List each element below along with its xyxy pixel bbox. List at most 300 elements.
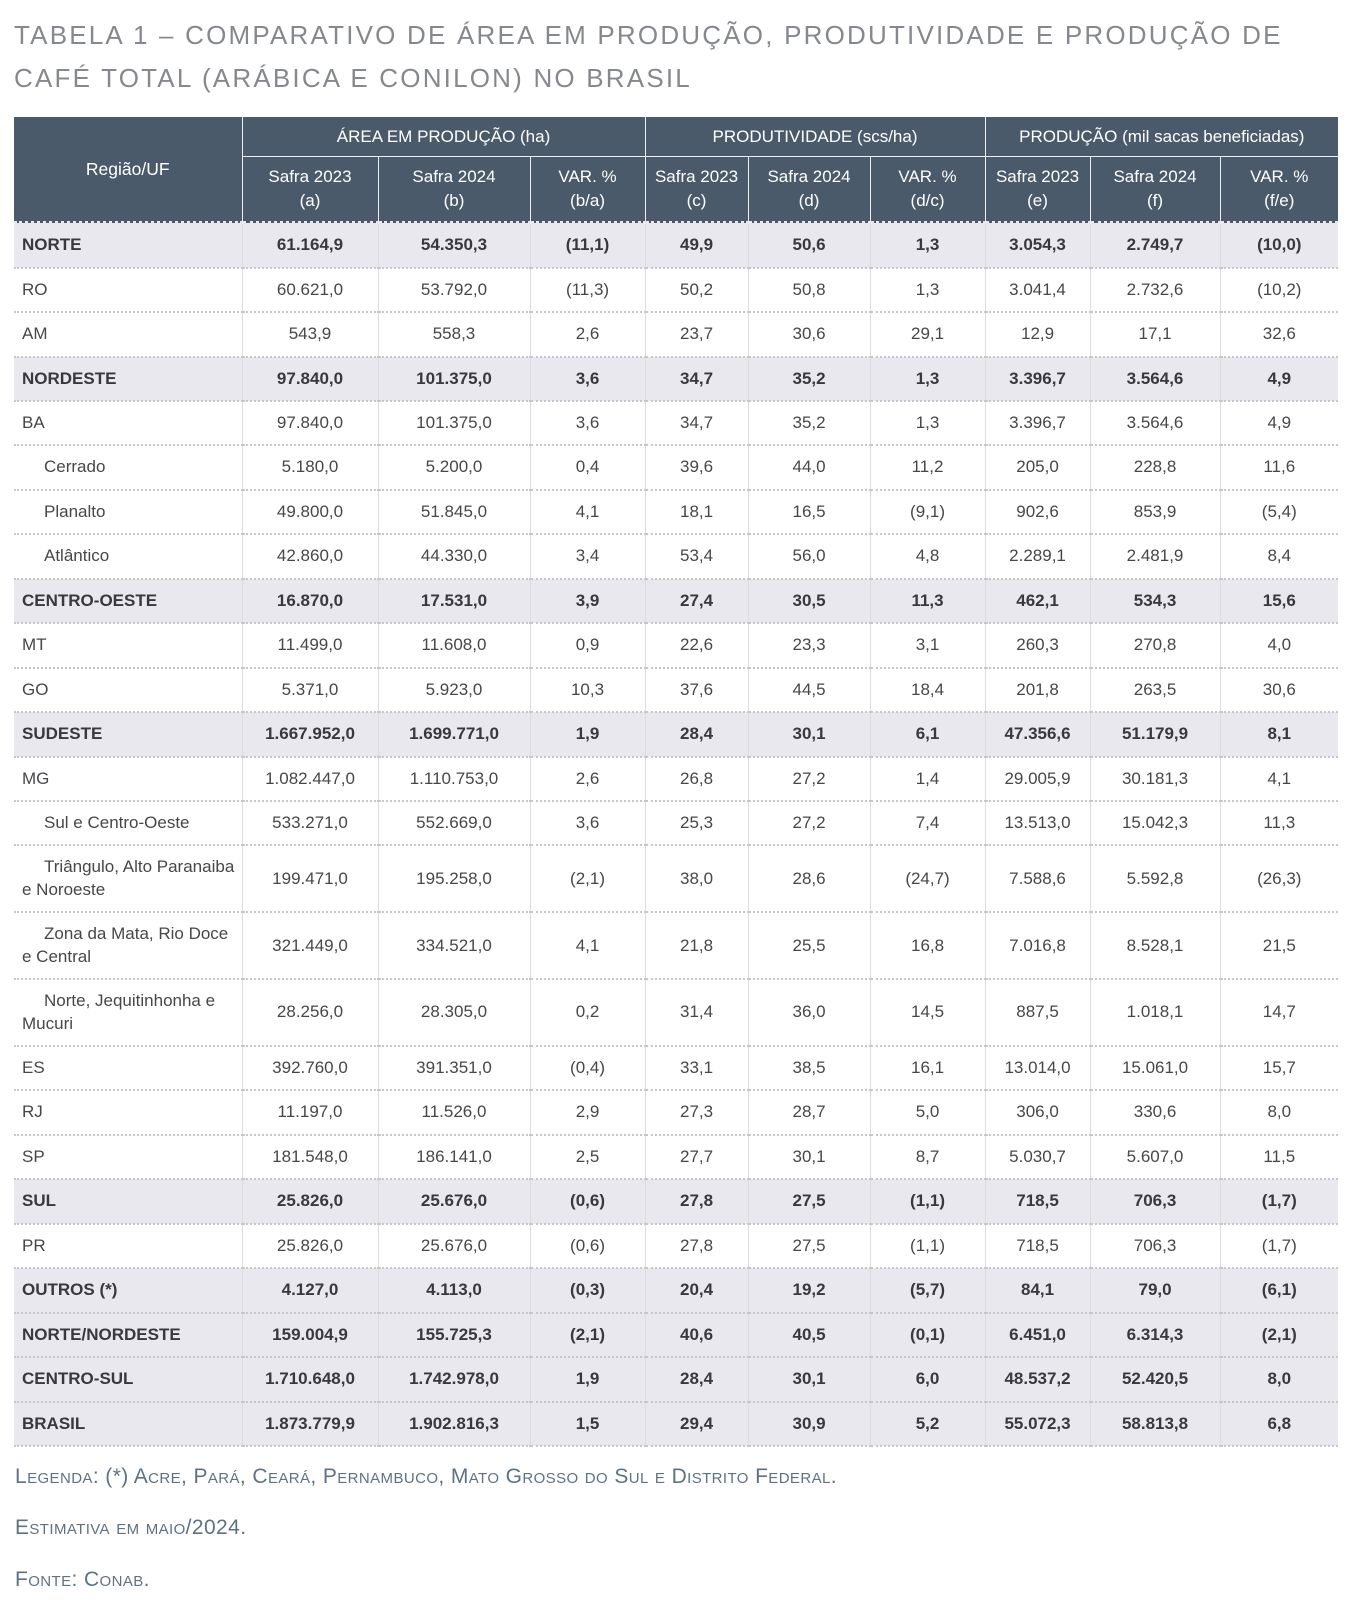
- value-cell: 1,5: [530, 1402, 645, 1446]
- value-cell: 40,6: [645, 1313, 748, 1357]
- value-cell: 1.902.816,3: [378, 1402, 530, 1446]
- value-cell: 6,0: [870, 1357, 985, 1401]
- value-cell: (1,7): [1220, 1179, 1338, 1223]
- value-cell: 34,7: [645, 357, 748, 401]
- value-cell: 4,1: [530, 490, 645, 534]
- value-cell: 181.548,0: [242, 1135, 378, 1179]
- value-cell: 32,6: [1220, 312, 1338, 356]
- subcolumn-header: [1090, 157, 1220, 223]
- value-cell: 25,3: [645, 801, 748, 845]
- value-cell: 902,6: [985, 490, 1090, 534]
- value-cell: 11,3: [870, 579, 985, 623]
- value-cell: 29.005,9: [985, 757, 1090, 801]
- subcolumn-header-line1: Safra 2023: [995, 167, 1080, 187]
- value-cell: 18,1: [645, 490, 748, 534]
- table-row: [14, 668, 1338, 712]
- value-cell: 228,8: [1090, 445, 1220, 489]
- value-cell: 3,9: [530, 579, 645, 623]
- table-row: [14, 357, 1338, 401]
- subcolumn-header-line2: (b/a): [570, 191, 605, 211]
- table-row: [14, 223, 1338, 268]
- value-cell: 5.200,0: [378, 445, 530, 489]
- value-cell: 7.016,8: [985, 912, 1090, 979]
- value-cell: 38,5: [748, 1046, 870, 1090]
- value-cell: 18,4: [870, 668, 985, 712]
- value-cell: 3.041,4: [985, 268, 1090, 312]
- value-cell: 48.537,2: [985, 1357, 1090, 1401]
- value-cell: 1.110.753,0: [378, 757, 530, 801]
- value-cell: 36,0: [748, 979, 870, 1046]
- value-cell: 25,5: [748, 912, 870, 979]
- value-cell: 706,3: [1090, 1179, 1220, 1223]
- value-cell: 49,9: [645, 223, 748, 268]
- value-cell: 56,0: [748, 534, 870, 578]
- value-cell: 3.564,6: [1090, 401, 1220, 445]
- value-cell: 51.179,9: [1090, 712, 1220, 756]
- value-cell: 1.742.978,0: [378, 1357, 530, 1401]
- value-cell: 7,4: [870, 801, 985, 845]
- table-row: [14, 312, 1338, 356]
- value-cell: 27,5: [748, 1179, 870, 1223]
- value-cell: 0,2: [530, 979, 645, 1046]
- value-cell: 11.608,0: [378, 623, 530, 667]
- value-cell: 4,9: [1220, 401, 1338, 445]
- value-cell: 1.699.771,0: [378, 712, 530, 756]
- value-cell: 23,3: [748, 623, 870, 667]
- region-label: Norte, Jequitinhonha e Mucuri: [14, 979, 242, 1046]
- value-cell: 334.521,0: [378, 912, 530, 979]
- estimate-note: Estimativa em maio/2024.: [15, 1516, 247, 1540]
- column-header-region: Região/UF: [14, 117, 242, 223]
- value-cell: 27,3: [645, 1090, 748, 1134]
- region-label: Planalto: [14, 490, 242, 534]
- value-cell: (2,1): [530, 1313, 645, 1357]
- value-cell: (6,1): [1220, 1268, 1338, 1312]
- value-cell: 28.256,0: [242, 979, 378, 1046]
- value-cell: 558,3: [378, 312, 530, 356]
- subcolumn-header: [530, 157, 645, 223]
- value-cell: 534,3: [1090, 579, 1220, 623]
- region-label: SUDESTE: [14, 712, 242, 756]
- table-row: [14, 579, 1338, 623]
- value-cell: 16,5: [748, 490, 870, 534]
- value-cell: 101.375,0: [378, 357, 530, 401]
- table-row: [14, 912, 1338, 979]
- value-cell: 30,1: [748, 1135, 870, 1179]
- value-cell: 4,8: [870, 534, 985, 578]
- value-cell: 11,5: [1220, 1135, 1338, 1179]
- value-cell: 97.840,0: [242, 357, 378, 401]
- value-cell: 26,8: [645, 757, 748, 801]
- value-cell: 61.164,9: [242, 223, 378, 268]
- value-cell: 155.725,3: [378, 1313, 530, 1357]
- table-row: [14, 1313, 1338, 1357]
- value-cell: 30,9: [748, 1402, 870, 1446]
- table-row: [14, 1090, 1338, 1134]
- region-label: ES: [14, 1046, 242, 1090]
- value-cell: 28,7: [748, 1090, 870, 1134]
- value-cell: 97.840,0: [242, 401, 378, 445]
- value-cell: 543,9: [242, 312, 378, 356]
- value-cell: (1,1): [870, 1179, 985, 1223]
- region-label: BRASIL: [14, 1402, 242, 1446]
- value-cell: (10,2): [1220, 268, 1338, 312]
- value-cell: 7.588,6: [985, 845, 1090, 912]
- table-row: [14, 268, 1338, 312]
- subcolumn-header-line1: VAR. %: [558, 167, 617, 187]
- value-cell: (9,1): [870, 490, 985, 534]
- value-cell: 54.350,3: [378, 223, 530, 268]
- value-cell: 28,4: [645, 1357, 748, 1401]
- table-row: [14, 1268, 1338, 1312]
- subcolumn-header-line2: (b): [443, 191, 465, 211]
- value-cell: 718,5: [985, 1179, 1090, 1223]
- value-cell: 195.258,0: [378, 845, 530, 912]
- value-cell: 27,4: [645, 579, 748, 623]
- table-row: [14, 1179, 1338, 1223]
- table-header: [14, 117, 1338, 223]
- value-cell: 1.018,1: [1090, 979, 1220, 1046]
- value-cell: 5.371,0: [242, 668, 378, 712]
- value-cell: 11,2: [870, 445, 985, 489]
- value-cell: 30,6: [1220, 668, 1338, 712]
- value-cell: 15,6: [1220, 579, 1338, 623]
- value-cell: 3.396,7: [985, 401, 1090, 445]
- subcolumn-header-line1: Safra 2024: [767, 167, 851, 187]
- region-label: BA: [14, 401, 242, 445]
- value-cell: 14,5: [870, 979, 985, 1046]
- value-cell: 27,7: [645, 1135, 748, 1179]
- value-cell: 60.621,0: [242, 268, 378, 312]
- region-label: Sul e Centro-Oeste: [14, 801, 242, 845]
- value-cell: 4,1: [530, 912, 645, 979]
- value-cell: 25.826,0: [242, 1224, 378, 1268]
- value-cell: 2,5: [530, 1135, 645, 1179]
- value-cell: 270,8: [1090, 623, 1220, 667]
- subcolumn-header: [242, 157, 378, 223]
- value-cell: 1,9: [530, 1357, 645, 1401]
- value-cell: 3.054,3: [985, 223, 1090, 268]
- region-label: Triângulo, Alto Paranaiba e Noroeste: [14, 845, 242, 912]
- value-cell: 27,5: [748, 1224, 870, 1268]
- table-row: [14, 445, 1338, 489]
- value-cell: (0,6): [530, 1179, 645, 1223]
- value-cell: 55.072,3: [985, 1402, 1090, 1446]
- subcolumn-header-line2: (d/c): [910, 191, 945, 211]
- table-title: TABELA 1 – COMPARATIVO DE ÁREA EM PRODUÇÃO, PRODUTIVIDADE E PRODUÇÃO DE CAFÉ TOTAL (ARÁBICA E CONILON) NO BRASIL: [14, 20, 1283, 93]
- value-cell: 25.826,0: [242, 1179, 378, 1223]
- value-cell: 3,6: [530, 401, 645, 445]
- value-cell: 718,5: [985, 1224, 1090, 1268]
- region-label: MG: [14, 757, 242, 801]
- value-cell: 52.420,5: [1090, 1357, 1220, 1401]
- value-cell: 1,3: [870, 401, 985, 445]
- value-cell: 205,0: [985, 445, 1090, 489]
- value-cell: 0,9: [530, 623, 645, 667]
- region-label: Atlântico: [14, 534, 242, 578]
- value-cell: 6,1: [870, 712, 985, 756]
- value-cell: 8,4: [1220, 534, 1338, 578]
- value-cell: 392.760,0: [242, 1046, 378, 1090]
- value-cell: 462,1: [985, 579, 1090, 623]
- table-row: [14, 1224, 1338, 1268]
- value-cell: (0,1): [870, 1313, 985, 1357]
- value-cell: 28,4: [645, 712, 748, 756]
- value-cell: 1,4: [870, 757, 985, 801]
- value-cell: 42.860,0: [242, 534, 378, 578]
- value-cell: 330,6: [1090, 1090, 1220, 1134]
- value-cell: 37,6: [645, 668, 748, 712]
- table-row: [14, 401, 1338, 445]
- value-cell: 27,8: [645, 1224, 748, 1268]
- value-cell: 8,7: [870, 1135, 985, 1179]
- region-label: RJ: [14, 1090, 242, 1134]
- table-row: [14, 1046, 1338, 1090]
- value-cell: 391.351,0: [378, 1046, 530, 1090]
- subcolumn-header: [748, 157, 870, 223]
- region-label: MT: [14, 623, 242, 667]
- value-cell: 27,8: [645, 1179, 748, 1223]
- value-cell: 39,6: [645, 445, 748, 489]
- value-cell: 51.845,0: [378, 490, 530, 534]
- value-cell: 2.732,6: [1090, 268, 1220, 312]
- value-cell: (2,1): [1220, 1313, 1338, 1357]
- value-cell: 30,1: [748, 1357, 870, 1401]
- value-cell: 263,5: [1090, 668, 1220, 712]
- value-cell: 2.289,1: [985, 534, 1090, 578]
- value-cell: 3,4: [530, 534, 645, 578]
- value-cell: 13.014,0: [985, 1046, 1090, 1090]
- subcolumn-header-line2: (c): [686, 191, 707, 211]
- value-cell: 8,0: [1220, 1090, 1338, 1134]
- table-row: [14, 845, 1338, 912]
- value-cell: 30,1: [748, 712, 870, 756]
- value-cell: 8.528,1: [1090, 912, 1220, 979]
- value-cell: (5,7): [870, 1268, 985, 1312]
- value-cell: (1,1): [870, 1224, 985, 1268]
- subcolumn-header-line1: Safra 2024: [412, 167, 496, 187]
- value-cell: 2,9: [530, 1090, 645, 1134]
- subcolumn-header-line1: VAR. %: [1250, 167, 1309, 187]
- value-cell: 15.042,3: [1090, 801, 1220, 845]
- group-header-producao: PRODUÇÃO (mil sacas beneficiadas): [985, 117, 1338, 157]
- value-cell: 533.271,0: [242, 801, 378, 845]
- value-cell: (0,3): [530, 1268, 645, 1312]
- table-row: [14, 490, 1338, 534]
- value-cell: 6.314,3: [1090, 1313, 1220, 1357]
- value-cell: 25.676,0: [378, 1224, 530, 1268]
- value-cell: 4.113,0: [378, 1268, 530, 1312]
- value-cell: 79,0: [1090, 1268, 1220, 1312]
- value-cell: 11,3: [1220, 801, 1338, 845]
- subcolumn-header-line2: (d): [798, 191, 820, 211]
- value-cell: (0,6): [530, 1224, 645, 1268]
- value-cell: 887,5: [985, 979, 1090, 1046]
- value-cell: 552.669,0: [378, 801, 530, 845]
- value-cell: 2.749,7: [1090, 223, 1220, 268]
- value-cell: 306,0: [985, 1090, 1090, 1134]
- value-cell: 2.481,9: [1090, 534, 1220, 578]
- value-cell: 1,3: [870, 223, 985, 268]
- value-cell: 1.873.779,9: [242, 1402, 378, 1446]
- region-label: NORTE: [14, 223, 242, 268]
- value-cell: 15.061,0: [1090, 1046, 1220, 1090]
- value-cell: 53.792,0: [378, 268, 530, 312]
- value-cell: 17,1: [1090, 312, 1220, 356]
- value-cell: 1,3: [870, 268, 985, 312]
- value-cell: 0,4: [530, 445, 645, 489]
- subcolumn-header: [645, 157, 748, 223]
- value-cell: (24,7): [870, 845, 985, 912]
- source-note: Fonte: Conab.: [15, 1567, 150, 1591]
- value-cell: 201,8: [985, 668, 1090, 712]
- value-cell: 31,4: [645, 979, 748, 1046]
- group-header-area: ÁREA EM PRODUÇÃO (ha): [242, 117, 645, 157]
- table-row: [14, 757, 1338, 801]
- value-cell: 58.813,8: [1090, 1402, 1220, 1446]
- table-row: [14, 623, 1338, 667]
- value-cell: 15,7: [1220, 1046, 1338, 1090]
- value-cell: 19,2: [748, 1268, 870, 1312]
- region-label: SP: [14, 1135, 242, 1179]
- value-cell: (0,4): [530, 1046, 645, 1090]
- value-cell: 11.499,0: [242, 623, 378, 667]
- value-cell: 35,2: [748, 357, 870, 401]
- value-cell: 50,8: [748, 268, 870, 312]
- value-cell: 11,6: [1220, 445, 1338, 489]
- value-cell: (1,7): [1220, 1224, 1338, 1268]
- group-header-produtividade: PRODUTIVIDADE (scs/ha): [645, 117, 985, 157]
- region-label: GO: [14, 668, 242, 712]
- value-cell: 50,6: [748, 223, 870, 268]
- value-cell: 186.141,0: [378, 1135, 530, 1179]
- value-cell: 30.181,3: [1090, 757, 1220, 801]
- value-cell: 1,3: [870, 357, 985, 401]
- value-cell: 33,1: [645, 1046, 748, 1090]
- value-cell: 49.800,0: [242, 490, 378, 534]
- value-cell: 5.607,0: [1090, 1135, 1220, 1179]
- value-cell: 30,6: [748, 312, 870, 356]
- value-cell: 22,6: [645, 623, 748, 667]
- value-cell: 29,4: [645, 1402, 748, 1446]
- value-cell: (26,3): [1220, 845, 1338, 912]
- value-cell: 40,5: [748, 1313, 870, 1357]
- value-cell: 5,2: [870, 1402, 985, 1446]
- value-cell: 1,9: [530, 712, 645, 756]
- value-cell: 21,5: [1220, 912, 1338, 979]
- value-cell: 30,5: [748, 579, 870, 623]
- value-cell: 11.526,0: [378, 1090, 530, 1134]
- value-cell: 853,9: [1090, 490, 1220, 534]
- value-cell: 27,2: [748, 757, 870, 801]
- table-row: [14, 979, 1338, 1046]
- value-cell: 1.082.447,0: [242, 757, 378, 801]
- value-cell: 12,9: [985, 312, 1090, 356]
- subcolumn-header-line2: (e): [1027, 191, 1048, 211]
- value-cell: 3.396,7: [985, 357, 1090, 401]
- value-cell: (5,4): [1220, 490, 1338, 534]
- value-cell: 5.592,8: [1090, 845, 1220, 912]
- value-cell: 2,6: [530, 312, 645, 356]
- value-cell: (2,1): [530, 845, 645, 912]
- value-cell: 28.305,0: [378, 979, 530, 1046]
- value-cell: 5.180,0: [242, 445, 378, 489]
- value-cell: 20,4: [645, 1268, 748, 1312]
- value-cell: 44,0: [748, 445, 870, 489]
- region-label: CENTRO-SUL: [14, 1357, 242, 1401]
- subcolumn-header-line1: Safra 2023: [654, 167, 739, 187]
- subcolumn-header: [985, 157, 1090, 223]
- value-cell: 13.513,0: [985, 801, 1090, 845]
- table-row: [14, 712, 1338, 756]
- value-cell: 4,1: [1220, 757, 1338, 801]
- region-label: NORDESTE: [14, 357, 242, 401]
- table-row: [14, 801, 1338, 845]
- coffee-production-table: [14, 117, 1338, 1447]
- subcolumn-header-line2: (f): [1147, 191, 1164, 211]
- value-cell: 28,6: [748, 845, 870, 912]
- value-cell: 35,2: [748, 401, 870, 445]
- value-cell: 38,0: [645, 845, 748, 912]
- value-cell: 1.667.952,0: [242, 712, 378, 756]
- value-cell: 53,4: [645, 534, 748, 578]
- value-cell: 101.375,0: [378, 401, 530, 445]
- region-label: Cerrado: [14, 445, 242, 489]
- value-cell: 16,1: [870, 1046, 985, 1090]
- value-cell: (11,3): [530, 268, 645, 312]
- table-row: [14, 1402, 1338, 1446]
- subcolumn-header-line1: Safra 2024: [1113, 167, 1197, 187]
- region-label: PR: [14, 1224, 242, 1268]
- value-cell: 2,6: [530, 757, 645, 801]
- legend-note: Legenda: (*) Acre, Pará, Ceará, Pernambuco, Mato Grosso do Sul e Distrito Federal.: [15, 1464, 837, 1488]
- value-cell: 84,1: [985, 1268, 1090, 1312]
- value-cell: 50,2: [645, 268, 748, 312]
- value-cell: 8,0: [1220, 1357, 1338, 1401]
- region-label: SUL: [14, 1179, 242, 1223]
- region-label: CENTRO-OESTE: [14, 579, 242, 623]
- table-footnotes: [15, 1463, 1338, 1593]
- value-cell: 5.923,0: [378, 668, 530, 712]
- value-cell: 44,5: [748, 668, 870, 712]
- value-cell: 11.197,0: [242, 1090, 378, 1134]
- subcolumn-header-line1: Safra 2023: [268, 167, 352, 187]
- subcolumn-header-line1: VAR. %: [898, 167, 957, 187]
- value-cell: 44.330,0: [378, 534, 530, 578]
- subcolumn-header-line2: (a): [299, 191, 321, 211]
- value-cell: 321.449,0: [242, 912, 378, 979]
- subcolumn-header-line2: (f/e): [1264, 191, 1295, 211]
- value-cell: 4.127,0: [242, 1268, 378, 1312]
- value-cell: 3,6: [530, 357, 645, 401]
- value-cell: 5,0: [870, 1090, 985, 1134]
- region-label: Zona da Mata, Rio Doce e Central: [14, 912, 242, 979]
- value-cell: 23,7: [645, 312, 748, 356]
- table-row: [14, 1135, 1338, 1179]
- value-cell: 6,8: [1220, 1402, 1338, 1446]
- value-cell: 3,1: [870, 623, 985, 667]
- value-cell: 159.004,9: [242, 1313, 378, 1357]
- value-cell: 199.471,0: [242, 845, 378, 912]
- value-cell: 706,3: [1090, 1224, 1220, 1268]
- value-cell: 16.870,0: [242, 579, 378, 623]
- value-cell: 16,8: [870, 912, 985, 979]
- value-cell: 27,2: [748, 801, 870, 845]
- value-cell: 21,8: [645, 912, 748, 979]
- table-row: [14, 1357, 1338, 1401]
- value-cell: 34,7: [645, 401, 748, 445]
- value-cell: 1.710.648,0: [242, 1357, 378, 1401]
